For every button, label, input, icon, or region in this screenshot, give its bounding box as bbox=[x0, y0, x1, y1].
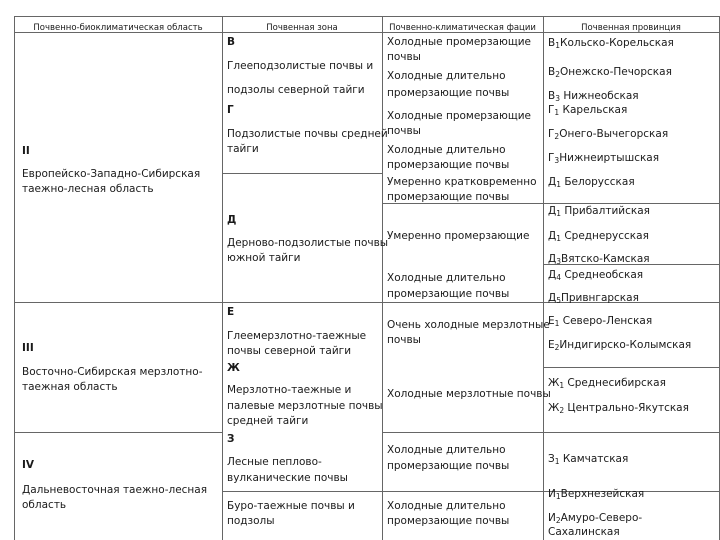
province-cell: $З_1$ Камчатская bbox=[548, 453, 629, 466]
facies-cell: промерзающие почвы bbox=[387, 288, 510, 300]
facies-cell: промерзающие почвы bbox=[387, 191, 510, 203]
column-divider-1 bbox=[14, 16, 15, 540]
zone-letter: Г bbox=[227, 104, 234, 116]
region-number: II bbox=[22, 145, 30, 157]
facies-cell: Холодные промерзающие bbox=[387, 110, 531, 122]
facies-cell: промерзающие почвы bbox=[387, 87, 510, 99]
zone-row-line bbox=[222, 302, 382, 303]
zone-name: южной тайги bbox=[227, 252, 301, 264]
province-cell: $В_1Кольско$-Корельская bbox=[548, 37, 674, 50]
zone-name: Дерново-подзолистые почвы bbox=[227, 237, 389, 249]
zone-letter: Д bbox=[227, 214, 237, 226]
zone-name: подзолы bbox=[227, 515, 275, 527]
header-zone: Почвенная зона bbox=[266, 23, 338, 33]
facies-cell: Умеренно кратковременно bbox=[387, 176, 537, 188]
header-facies: Почвенно-климатическая фации bbox=[389, 23, 536, 33]
header-region: Почвенно-биоклиматическая область bbox=[33, 23, 203, 33]
facies-cell: Очень холодные мерзлотные bbox=[387, 319, 550, 331]
province-cell: $В_3$ Нижнеобская bbox=[548, 90, 639, 103]
region-row-line bbox=[14, 432, 222, 433]
table-top-border bbox=[14, 16, 720, 17]
province-row-line bbox=[543, 367, 719, 368]
zone-name: почвы северной тайги bbox=[227, 345, 352, 357]
zone-letter: З bbox=[227, 433, 235, 445]
region-name: таежная область bbox=[22, 381, 118, 393]
province-cell: $В_2Онежско$-Печорская bbox=[548, 66, 672, 79]
zone-name: Буро-таежные почвы и bbox=[227, 500, 355, 512]
zone-letter: Ж bbox=[227, 362, 240, 374]
facies-cell: Умеренно промерзающие bbox=[387, 230, 530, 242]
column-divider-4 bbox=[543, 16, 544, 540]
region-name: Восточно-Сибирская мерзлотно- bbox=[22, 366, 203, 378]
zone-row-line bbox=[222, 491, 382, 492]
province-cell: $Д_4$ Среднеобская bbox=[548, 269, 644, 282]
facies-cell: почвы bbox=[387, 51, 421, 63]
zone-row-line bbox=[222, 173, 382, 174]
column-divider-2 bbox=[222, 16, 223, 540]
province-cell: $И_2Амуро-Северо-$ bbox=[548, 512, 643, 525]
province-cell: Сахалинская bbox=[548, 526, 620, 538]
region-name: область bbox=[22, 499, 67, 511]
facies-cell: промерзающие почвы bbox=[387, 159, 510, 171]
region-number: IV bbox=[22, 459, 35, 471]
facies-cell: Холодные длительно bbox=[387, 144, 506, 156]
province-cell: $Е_2Индигирско$-Колымская bbox=[548, 339, 692, 352]
zone-letter: В bbox=[227, 36, 236, 48]
header-province: Почвенная провинция bbox=[581, 23, 681, 33]
facies-cell: Холодные длительно bbox=[387, 70, 506, 82]
province-cell: $И_1Верхнезейская$ bbox=[548, 488, 645, 501]
province-cell: $Г_2Онего$-Вычегорская bbox=[548, 128, 669, 141]
zone-name: палевые мерзлотные почвы bbox=[227, 400, 383, 412]
province-cell: $Г_1$ Карельская bbox=[548, 104, 628, 117]
region-row-line bbox=[14, 302, 222, 303]
province-cell: $Д_3Вятско$-Камская bbox=[548, 253, 650, 266]
province-cell: $Ж_1$ Среднесибирская bbox=[548, 377, 666, 390]
zone-name: Глеемерзлотно-таежные bbox=[227, 330, 367, 342]
zone-name: Подзолистые почвы средней bbox=[227, 128, 388, 140]
province-cell: $Д_1$ Среднерусская bbox=[548, 230, 649, 243]
facies-cell: промерзающие почвы bbox=[387, 460, 510, 472]
zone-name: Лесные пеплово- bbox=[227, 456, 322, 468]
facies-row-line bbox=[382, 432, 719, 433]
region-name: Европейско-Западно-Сибирская bbox=[22, 168, 201, 180]
facies-cell: Холодные длительно bbox=[387, 444, 506, 456]
region-number: III bbox=[22, 342, 34, 354]
facies-cell: Холодные промерзающие bbox=[387, 36, 531, 48]
zone-name: Глееподзолистые почвы и bbox=[227, 60, 374, 72]
zone-name: средней тайги bbox=[227, 415, 309, 427]
province-cell: $Ж_2$ Центрально-Якутская bbox=[548, 402, 689, 415]
province-cell: $Д_1$ Белорусская bbox=[548, 176, 635, 189]
facies-cell: почвы bbox=[387, 125, 421, 137]
facies-cell: Холодные длительно bbox=[387, 272, 506, 284]
province-cell: $Е_1$ Северо-Ленская bbox=[548, 315, 653, 328]
column-divider-3 bbox=[382, 16, 383, 540]
facies-cell: Холодные длительно bbox=[387, 500, 506, 512]
province-cell: $Д_5Привнгарская$ bbox=[548, 292, 639, 305]
zone-name: тайги bbox=[227, 143, 259, 155]
facies-cell: почвы bbox=[387, 334, 421, 346]
zone-name: вулканические почвы bbox=[227, 472, 348, 484]
zone-letter: Е bbox=[227, 306, 235, 318]
zone-name: подзолы северной тайги bbox=[227, 84, 365, 96]
facies-cell: промерзающие почвы bbox=[387, 515, 510, 527]
region-name: Дальневосточная таежно-лесная bbox=[22, 484, 208, 496]
facies-cell: Холодные мерзлотные почвы bbox=[387, 388, 551, 400]
region-name: таежно-лесная область bbox=[22, 183, 154, 195]
province-cell: $Г_3Нижнеиртышская$ bbox=[548, 152, 660, 165]
province-cell: $Д_1$ Прибалтийская bbox=[548, 205, 650, 218]
zone-name: Мерзлотно-таежные и bbox=[227, 384, 352, 396]
